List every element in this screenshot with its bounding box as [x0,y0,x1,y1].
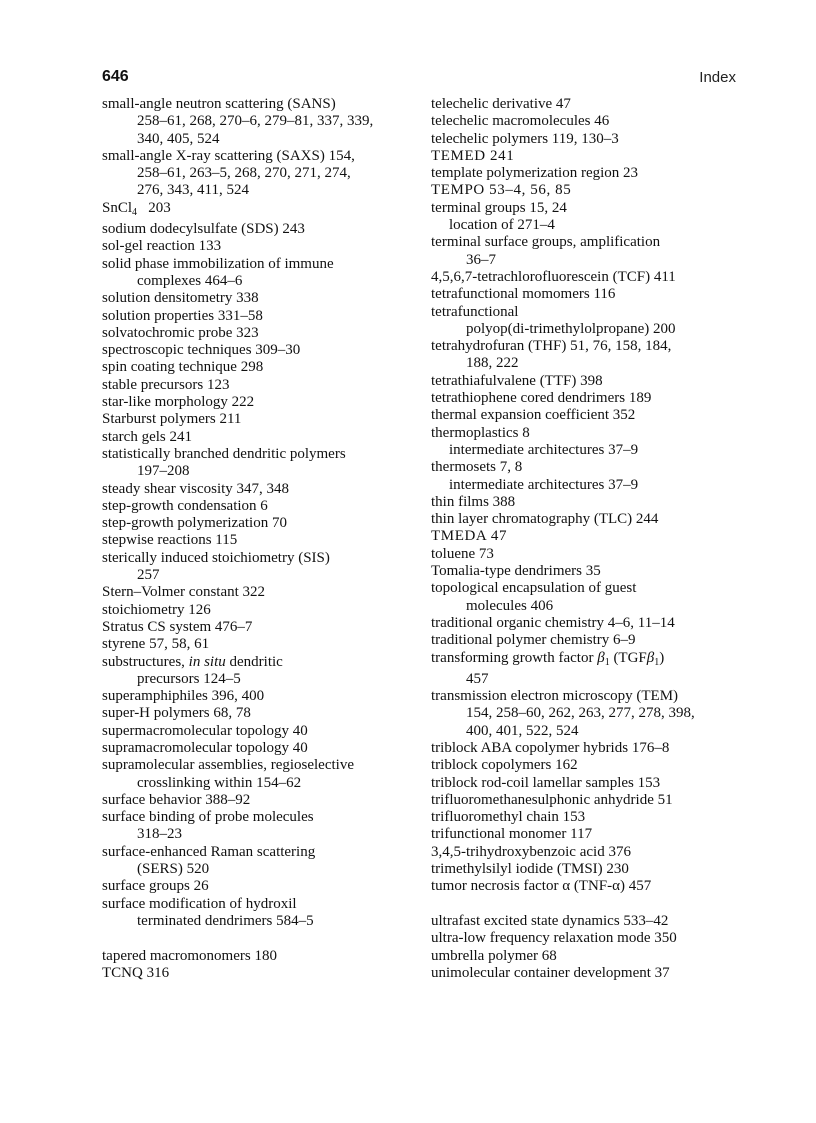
index-entry: superamphiphiles 396, 400 [102,688,265,705]
index-entry: 3,4,5-trihydroxybenzoic acid 376 [431,843,631,860]
index-column-left [102,96,412,982]
index-entry: sol-gel reaction 133 [102,238,222,255]
subscript: 1 [604,656,610,668]
index-entry: telechelic polymers 119, 130–3 [431,130,619,147]
index-entry: solvatochromic probe 323 [102,324,259,341]
entry-text: transforming growth factor [431,649,598,666]
index-entry: tetrathiafulvalene (TTF) 398 [431,372,603,389]
index-entry: thin layer chromatography (TLC) 244 [431,511,659,528]
index-entry-continuation: molecules 406 [466,597,554,614]
index-entry: Stern–Volmer constant 322 [102,584,266,601]
index-entry: 4,5,6,7-tetrachlorofluorescein (TCF) 411 [431,268,676,285]
index-subentry: location of 271–4 [449,217,555,234]
index-subentry: intermediate architectures 37–9 [449,441,639,458]
index-entry-continuation: 258–61, 268, 270–6, 279–81, 337, 339, [137,113,374,130]
index-entry: toluene 73 [431,545,494,562]
index-entry-sncl4 [102,200,412,221]
index-entry: unimolecular container development 37 [431,964,670,981]
index-entry: thermoplastics 8 [431,424,530,441]
index-entry-continuation: (SERS) 520 [137,861,210,878]
index-entry: trimethylsilyl iodide (TMSI) 230 [431,861,629,878]
index-entry-tgf-beta [431,650,751,671]
index-entry: styrene 57, 58, 61 [102,636,210,653]
index-entry-continuation: 258–61, 263–5, 268, 270, 271, 274, [137,165,351,182]
index-entry: Stratus CS system 476–7 [102,618,253,635]
index-entry-continuation: crosslinking within 154–62 [137,774,302,791]
index-entry: TEMPO 53–4, 56, 85 [431,182,572,199]
index-entry-continuation: 197–208 [137,463,190,480]
index-entry: Starburst polymers 211 [102,411,242,428]
index-entry: surface-enhanced Raman scattering [102,843,316,860]
index-subentry: intermediate architectures 37–9 [449,476,639,493]
index-entry: triblock ABA copolymer hybrids 176–8 [431,739,670,756]
index-entry: thermosets 7, 8 [431,459,523,476]
index-entry: trifunctional monomer 117 [431,826,593,843]
index-entry: small-angle X-ray scattering (SAXS) 154, [102,147,355,164]
entry-text: dendritic [225,653,283,670]
entry-text: ) [659,649,665,666]
index-entry-continuation: 318–23 [137,826,182,843]
index-entry: thin films 388 [431,493,516,510]
index-entry-continuation: precursors 124–5 [137,670,241,687]
index-entry: sodium dodecylsulfate (SDS) 243 [102,221,305,238]
index-entry: surface groups 26 [102,878,209,895]
index-entry: terminal surface groups, amplification [431,234,661,251]
running-head: Index [699,69,736,86]
index-entry: trifluoromethyl chain 153 [431,809,586,826]
index-entry-continuation: complexes 464–6 [137,272,243,289]
index-entry: surface binding of probe molecules [102,809,314,826]
index-entry: Tomalia-type dendrimers 35 [431,563,601,580]
index-entry: surface behavior 388–92 [102,791,251,808]
index-entry-continuation: 36–7 [466,251,496,268]
index-entry: step-growth polymerization 70 [102,515,287,532]
index-entry: small-angle neutron scattering (SANS) [102,96,336,112]
index-entry-continuation: 340, 405, 524 [137,130,220,147]
index-entry: stepwise reactions 115 [102,532,238,549]
index-entry-continuation: 276, 343, 411, 524 [137,182,249,199]
index-entry: surface modification of hydroxil [102,895,297,912]
index-entry: stable precursors 123 [102,376,230,393]
index-entry-continuation: terminated dendrimers 584–5 [137,912,314,929]
index-entry: telechelic macromolecules 46 [431,113,610,130]
index-entry: tetrafunctional [431,303,519,320]
index-entry: template polymerization region 23 [431,165,639,182]
index-entry: spin coating technique 298 [102,359,264,376]
index-entry: step-growth condensation 6 [102,497,268,514]
index-entry-continuation: 257 [137,567,160,584]
greek-beta: β [646,649,655,666]
index-entry: telechelic derivative 47 [431,96,571,112]
subscript: 1 [654,656,660,668]
index-entry: tumor necrosis factor α (TNF-α) 457 [431,878,652,895]
index-entry: triblock rod-coil lamellar samples 153 [431,774,661,791]
index-entry: triblock copolymers 162 [431,757,578,774]
entry-text: substructures, [102,653,189,670]
index-entry: ultra-low frequency relaxation mode 350 [431,930,677,947]
index-entry: tapered macromonomers 180 [102,947,277,964]
index-entry: tetrahydrofuran (THF) 51, 76, 158, 184, [431,338,672,355]
index-entry: spectroscopic techniques 309–30 [102,342,301,359]
letter-section-gap [102,930,412,947]
letter-section-gap [431,896,751,913]
index-entry: TMEDA 47 [431,528,508,545]
index-entry: steady shear viscosity 347, 348 [102,480,290,497]
index-entry: traditional organic chemistry 4–6, 11–14 [431,614,675,631]
index-entry: stoichiometry 126 [102,601,211,618]
index-entry: thermal expansion coefficient 352 [431,407,636,424]
index-entry: statistically branched dendritic polymers [102,445,346,462]
index-entry: transmission electron microscopy (TEM) [431,688,679,705]
index-entry: traditional polymer chemistry 6–9 [431,632,636,649]
index-entry-substructures [102,654,412,671]
index-entry: tetrathiophene cored dendrimers 189 [431,390,652,407]
index-entry-continuation: 154, 258–60, 262, 263, 277, 278, 398, [466,705,695,722]
index-entry: ultrafast excited state dynamics 533–42 [431,912,669,929]
index-entry: solid phase immobilization of immune [102,255,334,272]
index-entry: solution properties 331–58 [102,307,263,324]
index-entry-continuation: 400, 401, 522, 524 [466,722,579,739]
index-entry: supermacromolecular topology 40 [102,722,308,739]
greek-beta: β [597,649,605,666]
index-entry: star-like morphology 222 [102,394,255,411]
index-entry: supramacromolecular topology 40 [102,739,308,756]
index-entry: terminal groups 15, 24 [431,199,567,216]
index-entry: solution densitometry 338 [102,290,259,307]
index-entry: supramolecular assemblies, regioselective [102,757,354,774]
index-entry: topological encapsulation of guest [431,580,637,597]
index-entry: umbrella polymer 68 [431,947,557,964]
formula-text: SnCl [102,199,133,216]
page-ref: 203 [148,199,171,216]
index-entry: super-H polymers 68, 78 [102,705,251,722]
index-entry-continuation: polyop(di-trimethylolpropane) 200 [466,320,676,337]
index-entry: trifluoromethanesulphonic anhydride 51 [431,791,673,808]
index-entry: tetrafunctional momomers 116 [431,286,616,303]
index-entry: sterically induced stoichiometry (SIS) [102,549,330,566]
index-entry: TEMED 241 [431,147,515,164]
entry-text: (TGF [609,649,647,666]
index-entry-continuation: 188, 222 [466,355,519,372]
index-entry: starch gels 241 [102,428,192,445]
index-entry: TCNQ 316 [102,964,170,981]
formula-subscript: 4 [132,206,138,218]
page-number: 646 [102,68,129,85]
index-entry-continuation: 457 [466,670,489,687]
italic-text: in situ [188,653,226,670]
index-column-right [431,96,751,982]
